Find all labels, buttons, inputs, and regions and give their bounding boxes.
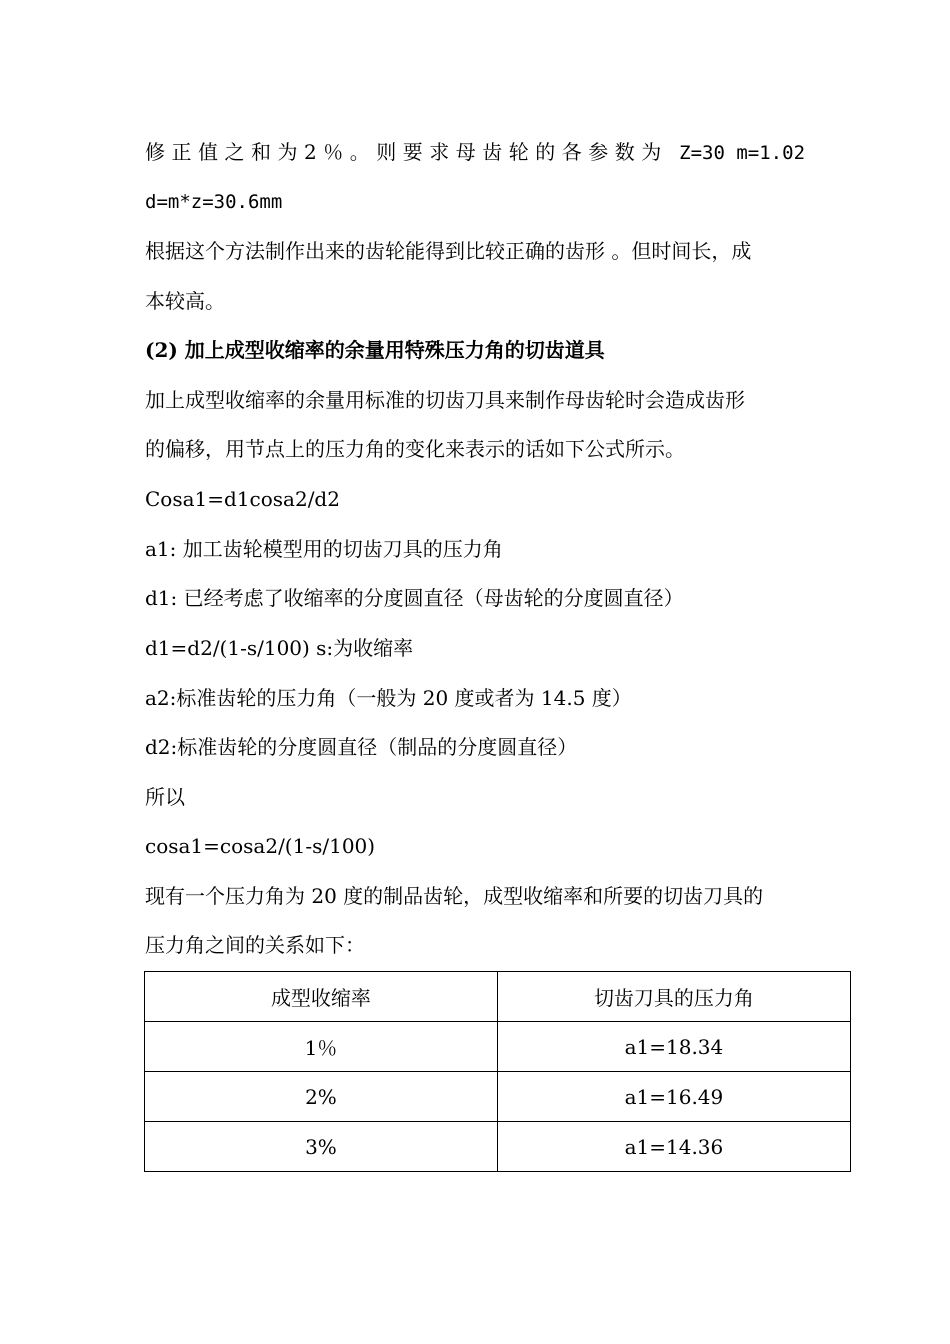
section-heading: (2) 加上成型收缩率的余量用特殊压力角的切齿道具 <box>145 338 605 362</box>
paragraph-line: d2:标准齿轮的分度圆直径（制品的分度圆直径） <box>145 735 578 759</box>
table-cell: 1％ <box>145 1022 498 1072</box>
paragraph-line: 加上成型收缩率的余量用标准的切齿刀具来制作母齿轮时会造成齿形 <box>145 388 745 412</box>
paragraph-line: a1: 加工齿轮模型用的切齿刀具的压力角 <box>145 537 503 561</box>
paragraph-line: 本较高。 <box>145 289 225 313</box>
text-segment: Z=30 m=1.02 <box>667 142 806 164</box>
table-row <box>145 1122 851 1172</box>
table-header-cell: 切齿刀具的压力角 <box>497 972 850 1022</box>
paragraph-line: d=m*z=30.6mm <box>145 191 283 213</box>
table-cell: a1=14.36 <box>497 1122 850 1172</box>
formula-line: cosa1=cosa2/(1-s/100) <box>145 834 376 858</box>
table-cell: a1=16.49 <box>497 1072 850 1122</box>
formula-line: Cosa1=d1cosa2/d2 <box>145 487 340 511</box>
formula-line: d1=d2/(1-s/100) s:为收缩率 <box>145 636 414 660</box>
table-cell: 3% <box>145 1122 498 1172</box>
table-header-cell: 成型收缩率 <box>145 972 498 1022</box>
paragraph-line: 根据这个方法制作出来的齿轮能得到比较正确的齿形 。但时间长，成 <box>145 239 752 263</box>
paragraph-line: 压力角之间的关系如下： <box>145 933 365 957</box>
paragraph-line: 现有一个压力角为 20 度的制品齿轮，成型收缩率和所要的切齿刀具的 <box>145 884 764 908</box>
table-cell: a1=18.34 <box>497 1022 850 1072</box>
table-cell: 2% <box>145 1072 498 1122</box>
paragraph-line: 的偏移，用节点上的压力角的变化来表示的话如下公式所示。 <box>145 437 685 461</box>
table-header-row <box>145 972 851 1022</box>
text-segment: 修正值之和为2％。则要求母齿轮的各参数为 <box>145 140 668 164</box>
paragraph-line: a2:标准齿轮的压力角（一般为 20 度或者为 14.5 度） <box>145 686 632 710</box>
paragraph-line <box>145 140 805 165</box>
paragraph-line: 所以 <box>145 785 185 809</box>
paragraph-line: d1: 已经考虑了收缩率的分度圆直径（母齿轮的分度圆直径） <box>145 586 684 610</box>
table-row <box>145 1022 851 1072</box>
shrinkage-pressure-angle-table <box>144 971 851 1172</box>
table-row <box>145 1072 851 1122</box>
